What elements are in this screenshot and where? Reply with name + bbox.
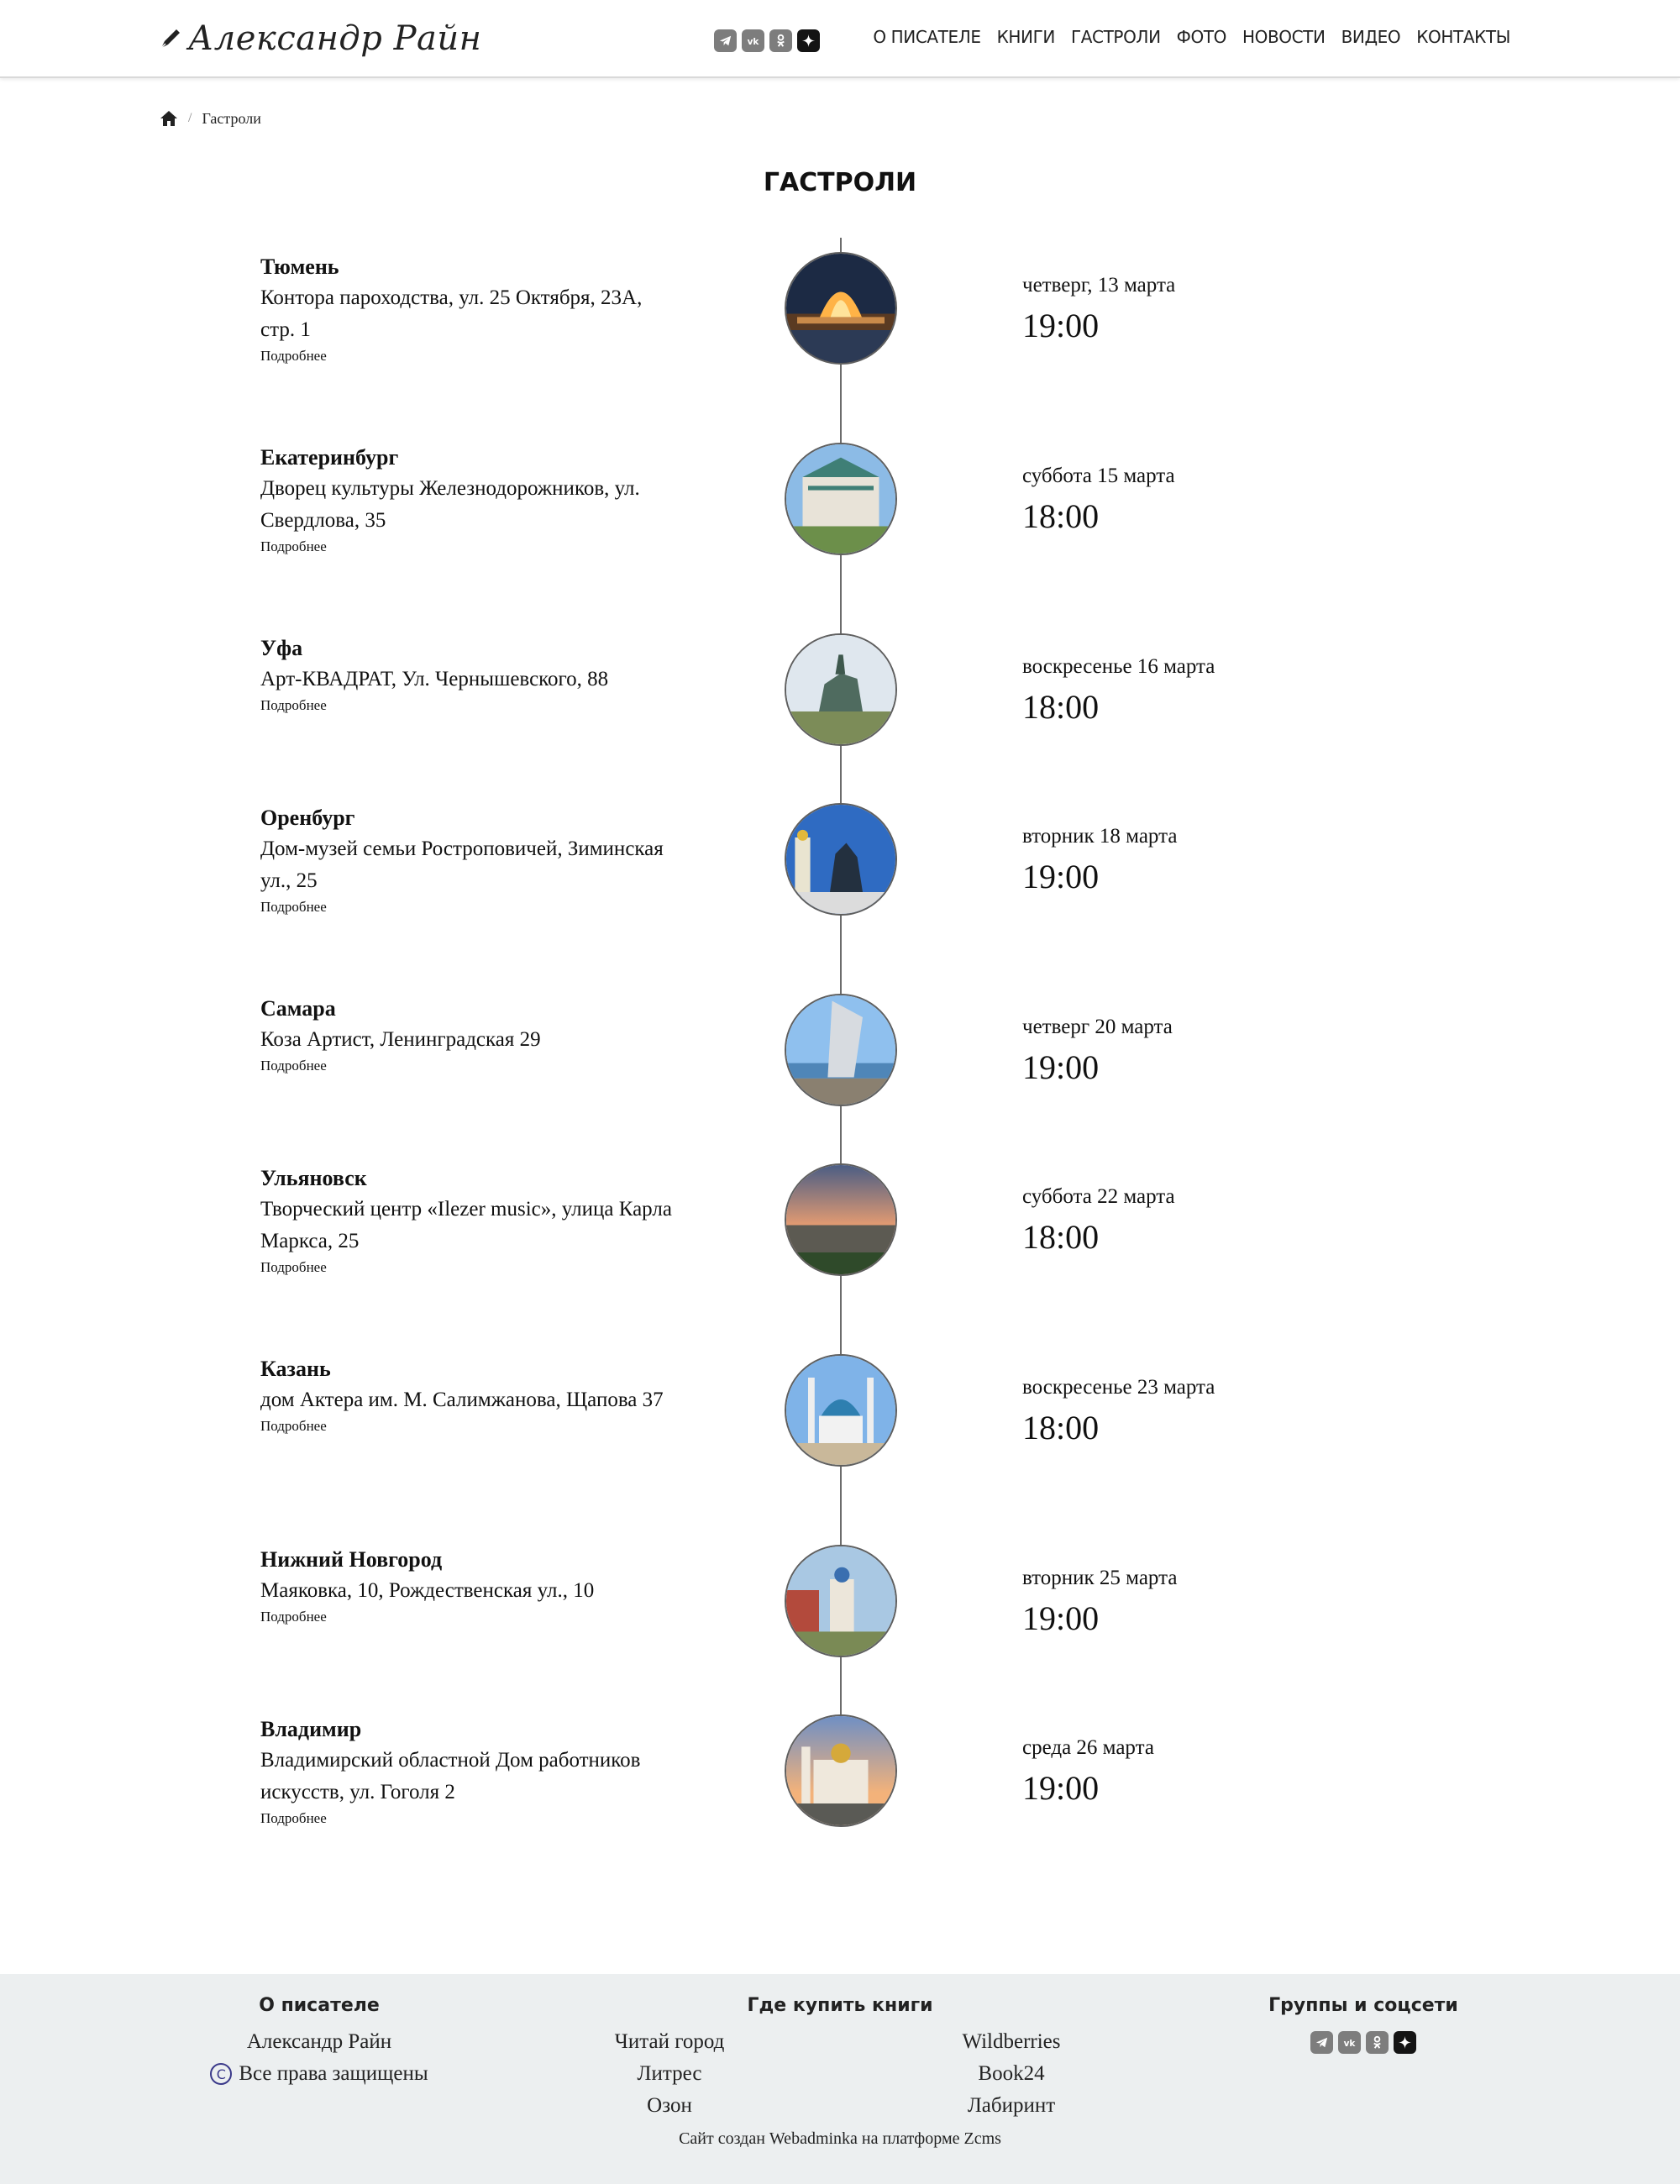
tour-date: вторник 25 марта bbox=[1022, 1567, 1178, 1589]
footer-link-labirint[interactable]: Лабиринт bbox=[967, 2094, 1056, 2117]
tour-more-link[interactable]: Подробнее bbox=[260, 1418, 327, 1434]
site-credit: Сайт создан Webadminka на платформе Zcms bbox=[679, 2129, 1001, 2148]
tour-more-link[interactable]: Подробнее bbox=[260, 697, 327, 713]
nav-news[interactable]: НОВОСТИ bbox=[1242, 27, 1326, 47]
tour-item bbox=[0, 1545, 1680, 1688]
nav-contacts[interactable]: КОНТАКТЫ bbox=[1416, 27, 1510, 47]
tour-time: 19:00 bbox=[1022, 858, 1100, 895]
logo-text: Александр Райн bbox=[188, 19, 482, 58]
tour-date: среда 26 марта bbox=[1022, 1736, 1154, 1759]
tour-venue: Арт-КВАДРАТ, Ул. Чернышевского, 88 bbox=[260, 668, 609, 690]
tour-date: вторник 18 марта bbox=[1022, 825, 1178, 848]
pen-icon bbox=[158, 26, 183, 51]
breadcrumb bbox=[160, 109, 261, 128]
site-header bbox=[0, 0, 1680, 78]
site-logo[interactable] bbox=[158, 13, 481, 64]
footer-about-title: О писателе bbox=[259, 1995, 380, 2016]
tour-time: 18:00 bbox=[1022, 1409, 1100, 1446]
tour-city: Тюмень bbox=[260, 255, 339, 279]
tour-city-photo[interactable] bbox=[785, 1545, 897, 1657]
tour-time: 19:00 bbox=[1022, 1599, 1100, 1637]
vk-icon[interactable] bbox=[1338, 2031, 1361, 2054]
header-social-links bbox=[714, 29, 820, 52]
footer-link-chitai-gorod[interactable]: Читай город bbox=[614, 2030, 725, 2053]
tour-venue: Дворец культуры Железнодорожников, ул. Свердлова, 35 bbox=[260, 477, 640, 532]
tour-more-link[interactable]: Подробнее bbox=[260, 1058, 327, 1074]
svg-text:vk: vk bbox=[747, 36, 759, 47]
tour-item bbox=[0, 443, 1680, 585]
tour-venue: Владимирский областной Дом работников искусств, ул. Гоголя 2 bbox=[260, 1749, 641, 1803]
svg-text:vk: vk bbox=[1343, 2038, 1356, 2049]
main-nav bbox=[873, 27, 1510, 47]
copyright-icon: C bbox=[210, 2063, 232, 2085]
tour-city: Оренбург bbox=[260, 806, 355, 830]
dzen-icon[interactable] bbox=[1394, 2031, 1416, 2054]
nav-tours[interactable]: ГАСТРОЛИ bbox=[1070, 27, 1161, 47]
tour-venue: Дом-музей семьи Ростроповичей, Зиминская ул., 25 bbox=[260, 837, 664, 892]
tour-city-photo[interactable] bbox=[785, 633, 897, 746]
odnoklassniki-icon[interactable] bbox=[1366, 2031, 1389, 2054]
tour-date: суббота 22 марта bbox=[1022, 1185, 1175, 1208]
tour-city: Екатеринбург bbox=[260, 445, 399, 470]
tour-date: четверг, 13 марта bbox=[1022, 274, 1176, 297]
nav-photo[interactable]: ФОТО bbox=[1176, 27, 1226, 47]
tour-time: 19:00 bbox=[1022, 1048, 1100, 1086]
footer-social-title: Группы и соцсети bbox=[1268, 1995, 1458, 2016]
tour-city-photo[interactable] bbox=[785, 1714, 897, 1827]
tour-more-link[interactable]: Подробнее bbox=[260, 1810, 327, 1826]
tour-more-link[interactable]: Подробнее bbox=[260, 538, 327, 554]
footer-rights: Все права защищены bbox=[239, 2062, 428, 2085]
tour-item bbox=[0, 1354, 1680, 1497]
tour-venue: Коза Артист, Ленинградская 29 bbox=[260, 1028, 541, 1051]
footer-social-links bbox=[1237, 2031, 1489, 2054]
nav-books[interactable]: КНИГИ bbox=[996, 27, 1055, 47]
footer-link-litres[interactable]: Литрес bbox=[637, 2062, 702, 2085]
tour-time: 19:00 bbox=[1022, 307, 1100, 344]
tour-city: Самара bbox=[260, 996, 336, 1021]
nav-video[interactable]: ВИДЕО bbox=[1341, 27, 1401, 47]
odnoklassniki-icon[interactable] bbox=[769, 29, 792, 52]
footer-buy-title: Где купить книги bbox=[747, 1995, 933, 2016]
tour-city-photo[interactable] bbox=[785, 803, 897, 916]
tour-venue: Контора пароходства, ул. 25 Октября, 23А, стр. 1 bbox=[260, 286, 643, 341]
tour-venue: дом Актера им. М. Салимжанова, Щапова 37 bbox=[260, 1389, 664, 1411]
tour-city: Уфа bbox=[260, 636, 303, 660]
tour-time: 18:00 bbox=[1022, 497, 1100, 535]
tour-city: Ульяновск bbox=[260, 1166, 367, 1190]
tour-date: воскресенье 23 марта bbox=[1022, 1376, 1215, 1399]
tour-more-link[interactable]: Подробнее bbox=[260, 899, 327, 915]
breadcrumb-current: Гастроли bbox=[202, 109, 261, 127]
tour-more-link[interactable]: Подробнее bbox=[260, 1609, 327, 1625]
nav-about[interactable]: О ПИСАТЕЛЕ bbox=[873, 27, 981, 47]
vk-icon[interactable] bbox=[742, 29, 764, 52]
tour-more-link[interactable]: Подробнее bbox=[260, 1259, 327, 1275]
tour-item bbox=[0, 633, 1680, 776]
footer-buy-links-left bbox=[585, 2026, 753, 2122]
site-footer bbox=[0, 1974, 1680, 2184]
tour-item bbox=[0, 252, 1680, 395]
tour-city-photo[interactable] bbox=[785, 1354, 897, 1467]
tour-date: воскресенье 16 марта bbox=[1022, 655, 1215, 678]
tour-item bbox=[0, 803, 1680, 946]
footer-buy-links-right bbox=[927, 2026, 1095, 2122]
tour-city: Казань bbox=[260, 1357, 331, 1381]
footer-buy-column bbox=[672, 1991, 1008, 2021]
tour-city-photo[interactable] bbox=[785, 994, 897, 1106]
tour-city: Владимир bbox=[260, 1717, 362, 1741]
footer-about-column bbox=[193, 1991, 445, 2090]
tour-city-photo[interactable] bbox=[785, 443, 897, 555]
tour-item bbox=[0, 994, 1680, 1137]
tour-venue: Маяковка, 10, Рождественская ул., 10 bbox=[260, 1579, 595, 1602]
tour-time: 18:00 bbox=[1022, 1218, 1100, 1256]
telegram-icon[interactable] bbox=[714, 29, 737, 52]
tour-more-link[interactable]: Подробнее bbox=[260, 348, 327, 364]
tour-date: суббота 15 марта bbox=[1022, 465, 1175, 487]
tour-date: четверг 20 марта bbox=[1022, 1016, 1173, 1038]
page-title: ГАСТРОЛИ bbox=[763, 168, 917, 197]
footer-link-wildberries[interactable]: Wildberries bbox=[962, 2030, 1061, 2053]
footer-author-name: Александр Райн bbox=[246, 2030, 392, 2053]
tour-city: Нижний Новгород bbox=[260, 1547, 443, 1572]
dzen-icon[interactable] bbox=[797, 29, 820, 52]
tour-time: 18:00 bbox=[1022, 688, 1100, 726]
home-icon[interactable] bbox=[160, 109, 178, 128]
footer-link-book24[interactable]: Book24 bbox=[978, 2062, 1045, 2085]
footer-link-ozon[interactable]: Озон bbox=[647, 2094, 692, 2117]
tour-item bbox=[0, 1163, 1680, 1306]
tour-city-photo[interactable] bbox=[785, 252, 897, 365]
breadcrumb-separator: / bbox=[188, 111, 192, 125]
tour-city-photo[interactable] bbox=[785, 1163, 897, 1276]
tour-venue: Творческий центр «Ilezer music», улица Карла Маркса, 25 bbox=[260, 1198, 672, 1252]
footer-social-column bbox=[1237, 1991, 1489, 2054]
telegram-icon[interactable] bbox=[1310, 2031, 1333, 2054]
tour-time: 19:00 bbox=[1022, 1769, 1100, 1807]
tour-item bbox=[0, 1714, 1680, 1857]
